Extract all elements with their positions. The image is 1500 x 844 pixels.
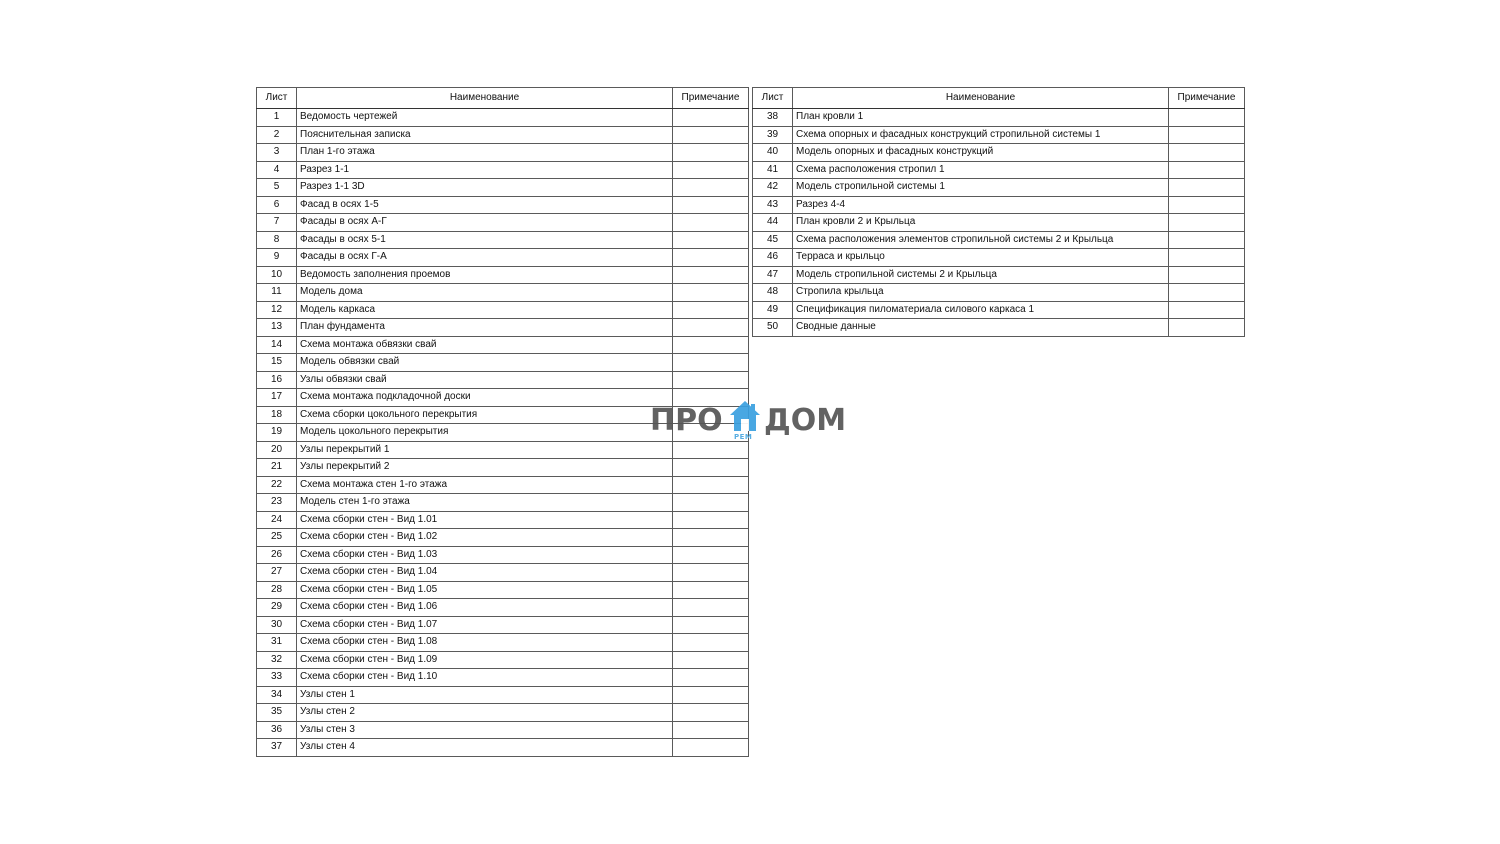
sheet-number-cell: 43: [753, 196, 793, 214]
sheet-number-cell: 24: [257, 511, 297, 529]
sheet-note-cell: [673, 371, 749, 389]
table-row: [753, 231, 1245, 249]
sheet-name-cell: Узлы стен 4: [297, 739, 673, 757]
sheet-number-cell: 9: [257, 249, 297, 267]
sheet-name-cell: Спецификация пиломатериала силового каркаса 1: [793, 301, 1169, 319]
table-row: [257, 529, 749, 547]
header-name: Наименование: [297, 88, 673, 109]
header-sheet: Лист: [257, 88, 297, 109]
sheet-note-cell: [673, 529, 749, 547]
logo-subtext: РЕМ: [734, 433, 753, 441]
sheet-note-cell: [1169, 249, 1245, 267]
sheet-note-cell: [673, 616, 749, 634]
table-row: [257, 319, 749, 337]
sheet-note-cell: [673, 196, 749, 214]
sheet-number-cell: 16: [257, 371, 297, 389]
sheet-name-cell: Ведомость чертежей: [297, 109, 673, 127]
sheet-name-cell: Ведомость заполнения проемов: [297, 266, 673, 284]
sheet-number-cell: 40: [753, 144, 793, 162]
sheet-number-cell: 32: [257, 651, 297, 669]
sheet-note-cell: [673, 704, 749, 722]
sheet-name-cell: Узлы обвязки свай: [297, 371, 673, 389]
sheet-name-cell: План кровли 2 и Крыльца: [793, 214, 1169, 232]
sheet-note-cell: [673, 354, 749, 372]
sheet-number-cell: 47: [753, 266, 793, 284]
sheet-note-cell: [673, 459, 749, 477]
sheet-name-cell: Схема монтажа подкладочной доски: [297, 389, 673, 407]
sheet-number-cell: 48: [753, 284, 793, 302]
sheet-number-cell: 2: [257, 126, 297, 144]
header-name: Наименование: [793, 88, 1169, 109]
sheet-name-cell: Модель обвязки свай: [297, 354, 673, 372]
sheet-number-cell: 3: [257, 144, 297, 162]
sheet-number-cell: 49: [753, 301, 793, 319]
table-row: [257, 616, 749, 634]
table-row: [753, 196, 1245, 214]
sheet-name-cell: Терраса и крыльцо: [793, 249, 1169, 267]
table-row: [257, 669, 749, 687]
sheet-number-cell: 31: [257, 634, 297, 652]
table-row: [257, 581, 749, 599]
sheet-number-cell: 42: [753, 179, 793, 197]
sheet-name-cell: Схема сборки стен - Вид 1.07: [297, 616, 673, 634]
table-row: [753, 144, 1245, 162]
table-row: [257, 196, 749, 214]
sheet-note-cell: [673, 634, 749, 652]
sheet-number-cell: 23: [257, 494, 297, 512]
sheet-note-cell: [673, 266, 749, 284]
table-row: [753, 284, 1245, 302]
sheet-number-cell: 33: [257, 669, 297, 687]
sheet-name-cell: Схема сборки стен - Вид 1.04: [297, 564, 673, 582]
table-row: [257, 546, 749, 564]
sheet-number-cell: 45: [753, 231, 793, 249]
table-row: [257, 284, 749, 302]
sheet-note-cell: [673, 546, 749, 564]
header-note: Примечание: [673, 88, 749, 109]
sheet-name-cell: Узлы стен 3: [297, 721, 673, 739]
sheet-note-cell: [673, 441, 749, 459]
table-row: [257, 301, 749, 319]
table-row: [753, 161, 1245, 179]
sheet-number-cell: 6: [257, 196, 297, 214]
sheet-number-cell: 11: [257, 284, 297, 302]
sheet-name-cell: Схема сборки стен - Вид 1.08: [297, 634, 673, 652]
sheet-note-cell: [673, 721, 749, 739]
sheet-name-cell: Схема сборки стен - Вид 1.10: [297, 669, 673, 687]
table-row: [257, 459, 749, 477]
sheet-name-cell: Узлы перекрытий 2: [297, 459, 673, 477]
sheet-name-cell: Схема сборки стен - Вид 1.06: [297, 599, 673, 617]
sheet-number-cell: 17: [257, 389, 297, 407]
table-row: [753, 126, 1245, 144]
sheet-note-cell: [673, 319, 749, 337]
table-row: [257, 564, 749, 582]
sheet-number-cell: 34: [257, 686, 297, 704]
sheet-number-cell: 20: [257, 441, 297, 459]
watermark-logo: [650, 403, 850, 443]
sheet-number-cell: 14: [257, 336, 297, 354]
table-row: [257, 599, 749, 617]
sheet-number-cell: 29: [257, 599, 297, 617]
sheet-name-cell: Схема сборки стен - Вид 1.05: [297, 581, 673, 599]
table-row: [257, 179, 749, 197]
sheet-note-cell: [673, 599, 749, 617]
header-note: Примечание: [1169, 88, 1245, 109]
table-row: [257, 109, 749, 127]
sheet-number-cell: 50: [753, 319, 793, 337]
table-row: [257, 704, 749, 722]
sheet-note-cell: [673, 511, 749, 529]
table-row: [753, 249, 1245, 267]
table-row: [257, 686, 749, 704]
sheet-name-cell: Модель стропильной системы 1: [793, 179, 1169, 197]
sheet-note-cell: [673, 651, 749, 669]
sheet-note-cell: [673, 109, 749, 127]
sheet-note-cell: [673, 686, 749, 704]
table-row: [257, 336, 749, 354]
header-sheet: Лист: [753, 88, 793, 109]
sheet-name-cell: Разрез 1-1 3D: [297, 179, 673, 197]
sheet-number-cell: 35: [257, 704, 297, 722]
sheet-note-cell: [1169, 109, 1245, 127]
table-row: [257, 249, 749, 267]
table-row: [753, 109, 1245, 127]
sheet-name-cell: Модель каркаса: [297, 301, 673, 319]
sheet-name-cell: Узлы стен 1: [297, 686, 673, 704]
sheet-name-cell: Фасады в осях А-Г: [297, 214, 673, 232]
sheet-note-cell: [673, 581, 749, 599]
sheet-number-cell: 10: [257, 266, 297, 284]
table-row: [257, 161, 749, 179]
sheet-note-cell: [673, 494, 749, 512]
sheet-note-cell: [1169, 161, 1245, 179]
table-row: [257, 634, 749, 652]
table-row: [257, 721, 749, 739]
sheet-name-cell: Разрез 4-4: [793, 196, 1169, 214]
sheet-note-cell: [673, 214, 749, 232]
sheet-number-cell: 39: [753, 126, 793, 144]
sheet-number-cell: 19: [257, 424, 297, 442]
sheet-number-cell: 21: [257, 459, 297, 477]
table-row: [257, 511, 749, 529]
sheet-name-cell: Фасады в осях Г-А: [297, 249, 673, 267]
table-row: [257, 214, 749, 232]
sheet-note-cell: [1169, 266, 1245, 284]
sheet-number-cell: 28: [257, 581, 297, 599]
sheet-name-cell: Схема сборки стен - Вид 1.02: [297, 529, 673, 547]
sheet-note-cell: [673, 669, 749, 687]
sheet-note-cell: [1169, 126, 1245, 144]
table-row: [257, 739, 749, 757]
sheet-number-cell: 1: [257, 109, 297, 127]
table-row: [257, 371, 749, 389]
sheet-note-cell: [673, 126, 749, 144]
sheet-name-cell: План 1-го этажа: [297, 144, 673, 162]
table-row: [753, 179, 1245, 197]
table-row: [257, 126, 749, 144]
sheet-number-cell: 38: [753, 109, 793, 127]
table-row: [257, 441, 749, 459]
sheet-name-cell: Схема монтажа обвязки свай: [297, 336, 673, 354]
sheet-number-cell: 22: [257, 476, 297, 494]
sheet-number-cell: 27: [257, 564, 297, 582]
sheet-note-cell: [1169, 196, 1245, 214]
table-row: [257, 494, 749, 512]
sheet-name-cell: Схема расположения стропил 1: [793, 161, 1169, 179]
sheet-name-cell: Схема сборки цокольного перекрытия: [297, 406, 673, 424]
sheet-number-cell: 37: [257, 739, 297, 757]
sheet-name-cell: Модель стен 1-го этажа: [297, 494, 673, 512]
sheet-note-cell: [673, 161, 749, 179]
sheet-name-cell: Фасады в осях 5-1: [297, 231, 673, 249]
drawings-table-right: [752, 87, 1245, 337]
sheet-name-cell: План фундамента: [297, 319, 673, 337]
table-row: [257, 354, 749, 372]
sheet-name-cell: Схема сборки стен - Вид 1.01: [297, 511, 673, 529]
sheet-note-cell: [673, 284, 749, 302]
sheet-note-cell: [673, 739, 749, 757]
logo-text-left: ПРО: [650, 403, 723, 438]
sheet-name-cell: Модель дома: [297, 284, 673, 302]
table-header-row: [257, 88, 749, 109]
sheet-note-cell: [1169, 231, 1245, 249]
sheet-name-cell: Пояснительная записка: [297, 126, 673, 144]
table-header-row: [753, 88, 1245, 109]
sheet-number-cell: 4: [257, 161, 297, 179]
sheet-number-cell: 15: [257, 354, 297, 372]
sheet-name-cell: Схема опорных и фасадных конструкций стропильной системы 1: [793, 126, 1169, 144]
sheet-number-cell: 44: [753, 214, 793, 232]
sheet-name-cell: Модель опорных и фасадных конструкций: [793, 144, 1169, 162]
sheet-name-cell: Сводные данные: [793, 319, 1169, 337]
sheet-name-cell: Модель цокольного перекрытия: [297, 424, 673, 442]
sheet-note-cell: [673, 564, 749, 582]
table-row: [257, 144, 749, 162]
sheet-number-cell: 5: [257, 179, 297, 197]
table-row: [257, 231, 749, 249]
sheet-name-cell: Схема сборки стен - Вид 1.03: [297, 546, 673, 564]
sheet-name-cell: Модель стропильной системы 2 и Крыльца: [793, 266, 1169, 284]
sheet-number-cell: 26: [257, 546, 297, 564]
sheet-note-cell: [1169, 284, 1245, 302]
sheet-name-cell: Стропила крыльца: [793, 284, 1169, 302]
sheet-number-cell: 25: [257, 529, 297, 547]
sheet-number-cell: 12: [257, 301, 297, 319]
sheet-note-cell: [673, 179, 749, 197]
sheet-number-cell: 18: [257, 406, 297, 424]
sheet-number-cell: 13: [257, 319, 297, 337]
table-row: [257, 266, 749, 284]
sheet-note-cell: [673, 144, 749, 162]
sheet-number-cell: 46: [753, 249, 793, 267]
sheet-note-cell: [673, 231, 749, 249]
sheet-number-cell: 41: [753, 161, 793, 179]
sheet-number-cell: 36: [257, 721, 297, 739]
sheet-name-cell: Узлы стен 2: [297, 704, 673, 722]
sheet-name-cell: Разрез 1-1: [297, 161, 673, 179]
sheet-note-cell: [673, 301, 749, 319]
sheet-number-cell: 8: [257, 231, 297, 249]
sheet-name-cell: Схема монтажа стен 1-го этажа: [297, 476, 673, 494]
table-row: [753, 301, 1245, 319]
sheet-note-cell: [673, 336, 749, 354]
sheet-number-cell: 7: [257, 214, 297, 232]
sheet-name-cell: План кровли 1: [793, 109, 1169, 127]
logo-text-right: ДОМ: [764, 403, 847, 438]
table-row: [753, 319, 1245, 337]
sheet-name-cell: Фасад в осях 1-5: [297, 196, 673, 214]
table-body-right: [753, 109, 1245, 337]
table-row: [257, 651, 749, 669]
sheet-note-cell: [1169, 214, 1245, 232]
sheet-note-cell: [673, 476, 749, 494]
sheet-note-cell: [1169, 319, 1245, 337]
sheet-note-cell: [1169, 179, 1245, 197]
sheet-name-cell: Узлы перекрытий 1: [297, 441, 673, 459]
table-row: [257, 476, 749, 494]
sheet-name-cell: Схема сборки стен - Вид 1.09: [297, 651, 673, 669]
sheet-number-cell: 30: [257, 616, 297, 634]
table-row: [753, 214, 1245, 232]
sheet-note-cell: [1169, 301, 1245, 319]
sheet-note-cell: [1169, 144, 1245, 162]
table-row: [753, 266, 1245, 284]
sheet-name-cell: Схема расположения элементов стропильной системы 2 и Крыльца: [793, 231, 1169, 249]
sheet-note-cell: [673, 249, 749, 267]
